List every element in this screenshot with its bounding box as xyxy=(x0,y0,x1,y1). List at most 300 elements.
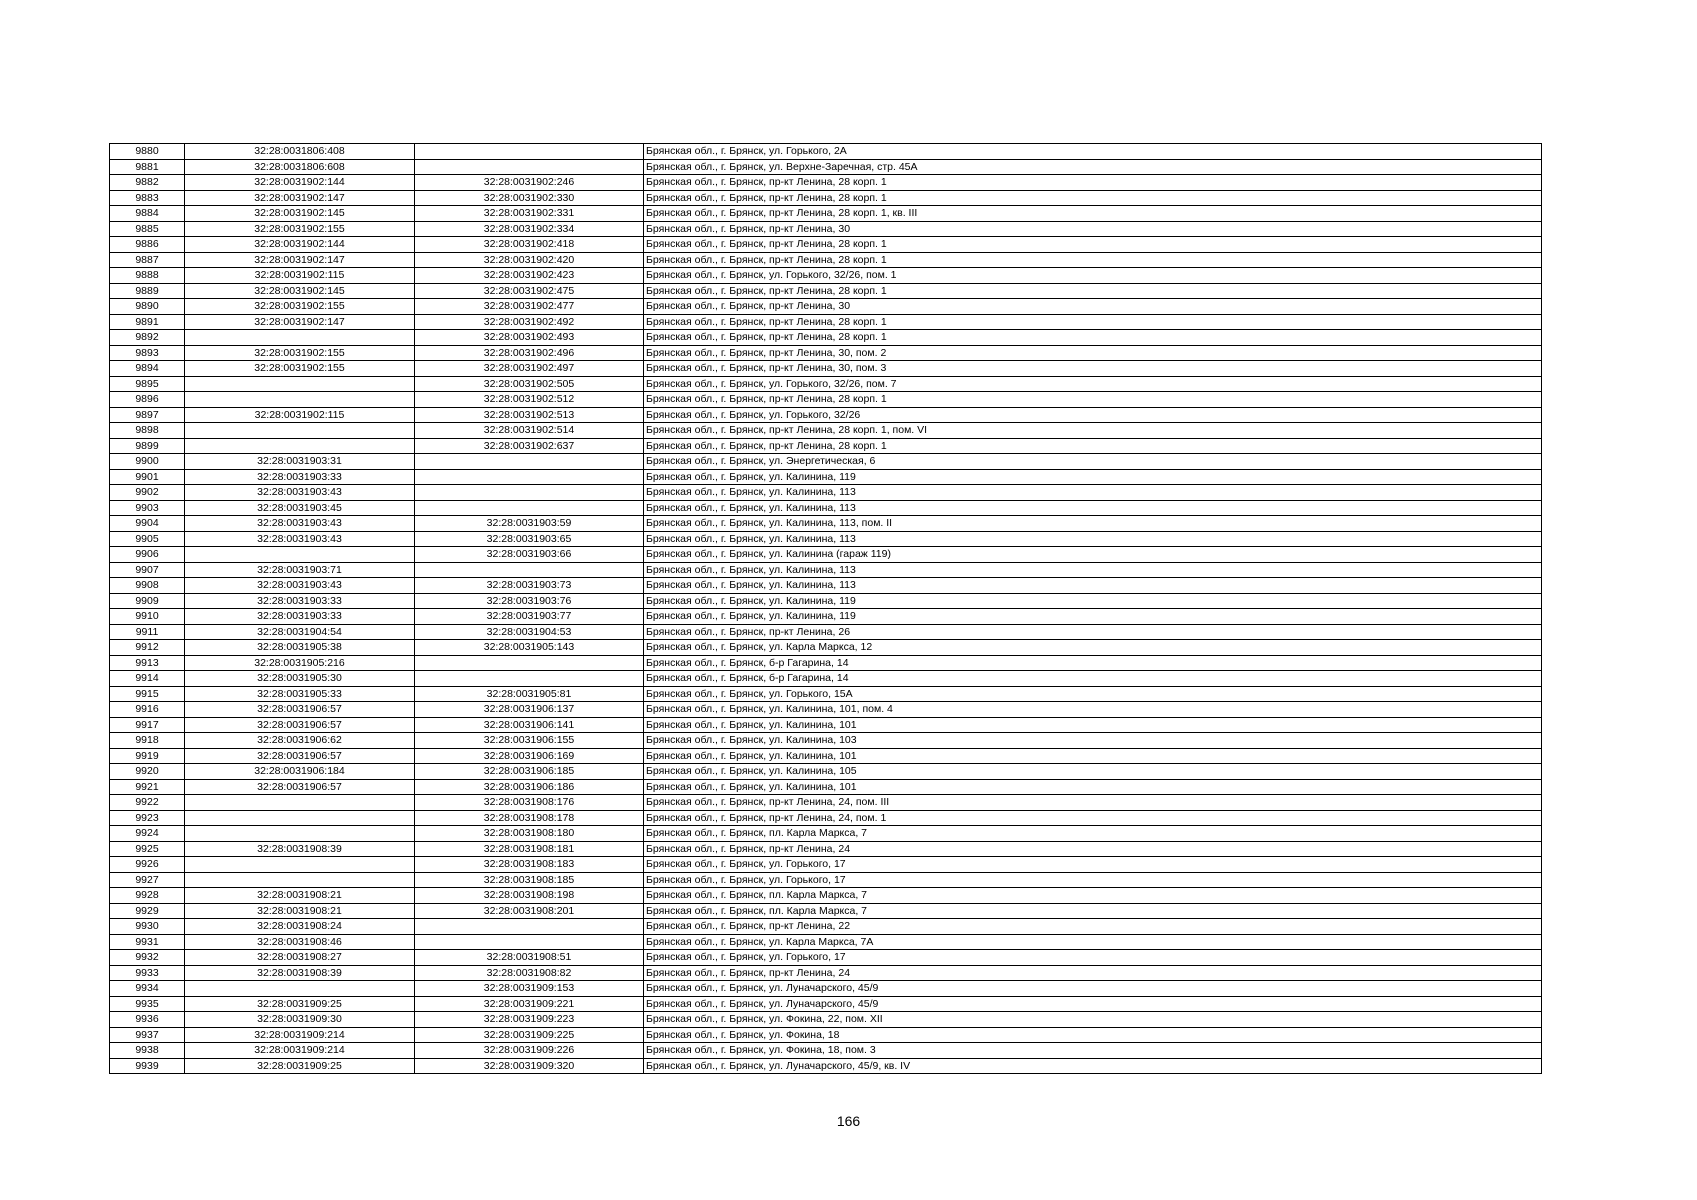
address-cell: Брянская обл., г. Брянск, ул. Калинина, 119 xyxy=(644,469,1542,485)
address-cell: Брянская обл., г. Брянск, пл. Карла Маркса, 7 xyxy=(644,826,1542,842)
table-row xyxy=(110,624,1542,640)
address-cell: Брянская обл., г. Брянск, ул. Калинина, 101 xyxy=(644,748,1542,764)
land-cadastral-number-cell: 32:28:0031906:62 xyxy=(185,733,415,749)
table-row xyxy=(110,578,1542,594)
object-cadastral-number-cell: 32:28:0031908:198 xyxy=(415,888,644,904)
row-number-cell: 9926 xyxy=(110,857,185,873)
address-cell: Брянская обл., г. Брянск, ул. Калинина, 101, пом. 4 xyxy=(644,702,1542,718)
land-cadastral-number-cell: 32:28:0031806:408 xyxy=(185,144,415,160)
table-row xyxy=(110,237,1542,253)
row-number-cell: 9934 xyxy=(110,981,185,997)
object-cadastral-number-cell: 32:28:0031908:181 xyxy=(415,841,644,857)
table-row xyxy=(110,872,1542,888)
object-cadastral-number-cell xyxy=(415,919,644,935)
row-number-cell: 9928 xyxy=(110,888,185,904)
land-cadastral-number-cell xyxy=(185,392,415,408)
row-number-cell: 9915 xyxy=(110,686,185,702)
object-cadastral-number-cell: 32:28:0031903:76 xyxy=(415,593,644,609)
row-number-cell: 9938 xyxy=(110,1043,185,1059)
table-row xyxy=(110,469,1542,485)
row-number-cell: 9894 xyxy=(110,361,185,377)
table-row xyxy=(110,1027,1542,1043)
row-number-cell: 9920 xyxy=(110,764,185,780)
row-number-cell: 9884 xyxy=(110,206,185,222)
object-cadastral-number-cell: 32:28:0031902:334 xyxy=(415,221,644,237)
object-cadastral-number-cell: 32:28:0031902:637 xyxy=(415,438,644,454)
row-number-cell: 9888 xyxy=(110,268,185,284)
land-cadastral-number-cell: 32:28:0031902:155 xyxy=(185,361,415,377)
table-row xyxy=(110,965,1542,981)
table-row xyxy=(110,996,1542,1012)
address-cell: Брянская обл., г. Брянск, ул. Горького, 32/26, пом. 1 xyxy=(644,268,1542,284)
land-cadastral-number-cell: 32:28:0031902:115 xyxy=(185,407,415,423)
object-cadastral-number-cell: 32:28:0031906:155 xyxy=(415,733,644,749)
row-number-cell: 9909 xyxy=(110,593,185,609)
object-cadastral-number-cell: 32:28:0031902:420 xyxy=(415,252,644,268)
land-cadastral-number-cell: 32:28:0031908:39 xyxy=(185,965,415,981)
row-number-cell: 9914 xyxy=(110,671,185,687)
address-cell: Брянская обл., г. Брянск, пр-кт Ленина, 28 корп. 1 xyxy=(644,175,1542,191)
row-number-cell: 9905 xyxy=(110,531,185,547)
table-row xyxy=(110,190,1542,206)
object-cadastral-number-cell xyxy=(415,934,644,950)
address-cell: Брянская обл., г. Брянск, ул. Калинина, 113 xyxy=(644,485,1542,501)
object-cadastral-number-cell: 32:28:0031902:513 xyxy=(415,407,644,423)
row-number-cell: 9908 xyxy=(110,578,185,594)
land-cadastral-number-cell: 32:28:0031908:46 xyxy=(185,934,415,950)
address-cell: Брянская обл., г. Брянск, пр-кт Ленина, 28 корп. 1 xyxy=(644,438,1542,454)
table-row xyxy=(110,361,1542,377)
row-number-cell: 9897 xyxy=(110,407,185,423)
object-cadastral-number-cell: 32:28:0031902:493 xyxy=(415,330,644,346)
table-row xyxy=(110,764,1542,780)
table-row xyxy=(110,392,1542,408)
address-cell: Брянская обл., г. Брянск, пл. Карла Маркса, 7 xyxy=(644,888,1542,904)
address-cell: Брянская обл., г. Брянск, пр-кт Ленина, 30, пом. 3 xyxy=(644,361,1542,377)
row-number-cell: 9900 xyxy=(110,454,185,470)
object-cadastral-number-cell: 32:28:0031904:53 xyxy=(415,624,644,640)
land-cadastral-number-cell: 32:28:0031905:216 xyxy=(185,655,415,671)
registry-table xyxy=(109,143,1542,1074)
land-cadastral-number-cell: 32:28:0031902:115 xyxy=(185,268,415,284)
row-number-cell: 9929 xyxy=(110,903,185,919)
table-row xyxy=(110,283,1542,299)
table-row xyxy=(110,857,1542,873)
page-number: 166 xyxy=(836,1113,861,1129)
land-cadastral-number-cell: 32:28:0031902:147 xyxy=(185,314,415,330)
object-cadastral-number-cell: 32:28:0031902:505 xyxy=(415,376,644,392)
object-cadastral-number-cell xyxy=(415,500,644,516)
object-cadastral-number-cell: 32:28:0031903:59 xyxy=(415,516,644,532)
row-number-cell: 9899 xyxy=(110,438,185,454)
row-number-cell: 9901 xyxy=(110,469,185,485)
address-cell: Брянская обл., г. Брянск, ул. Калинина (гараж 119) xyxy=(644,547,1542,563)
address-cell: Брянская обл., г. Брянск, ул. Энергетическая, 6 xyxy=(644,454,1542,470)
land-cadastral-number-cell xyxy=(185,330,415,346)
object-cadastral-number-cell: 32:28:0031909:225 xyxy=(415,1027,644,1043)
table-row xyxy=(110,981,1542,997)
table-row xyxy=(110,950,1542,966)
land-cadastral-number-cell: 32:28:0031905:30 xyxy=(185,671,415,687)
row-number-cell: 9913 xyxy=(110,655,185,671)
table-row xyxy=(110,268,1542,284)
table-row xyxy=(110,609,1542,625)
object-cadastral-number-cell: 32:28:0031905:81 xyxy=(415,686,644,702)
object-cadastral-number-cell: 32:28:0031902:423 xyxy=(415,268,644,284)
row-number-cell: 9881 xyxy=(110,159,185,175)
land-cadastral-number-cell: 32:28:0031903:71 xyxy=(185,562,415,578)
row-number-cell: 9886 xyxy=(110,237,185,253)
table-row xyxy=(110,221,1542,237)
object-cadastral-number-cell xyxy=(415,469,644,485)
table-row xyxy=(110,810,1542,826)
object-cadastral-number-cell: 32:28:0031902:418 xyxy=(415,237,644,253)
row-number-cell: 9906 xyxy=(110,547,185,563)
object-cadastral-number-cell xyxy=(415,485,644,501)
address-cell: Брянская обл., г. Брянск, пр-кт Ленина, 30, пом. 2 xyxy=(644,345,1542,361)
table-row xyxy=(110,531,1542,547)
table-row xyxy=(110,547,1542,563)
row-number-cell: 9918 xyxy=(110,733,185,749)
object-cadastral-number-cell: 32:28:0031909:223 xyxy=(415,1012,644,1028)
table-row xyxy=(110,500,1542,516)
table-row xyxy=(110,640,1542,656)
object-cadastral-number-cell xyxy=(415,454,644,470)
object-cadastral-number-cell: 32:28:0031909:221 xyxy=(415,996,644,1012)
object-cadastral-number-cell: 32:28:0031902:475 xyxy=(415,283,644,299)
address-cell: Брянская обл., г. Брянск, ул. Луначарского, 45/9, кв. IV xyxy=(644,1058,1542,1074)
row-number-cell: 9895 xyxy=(110,376,185,392)
land-cadastral-number-cell: 32:28:0031909:25 xyxy=(185,1058,415,1074)
land-cadastral-number-cell: 32:28:0031908:24 xyxy=(185,919,415,935)
table-row xyxy=(110,485,1542,501)
land-cadastral-number-cell xyxy=(185,547,415,563)
table-row xyxy=(110,345,1542,361)
object-cadastral-number-cell: 32:28:0031906:137 xyxy=(415,702,644,718)
address-cell: Брянская обл., г. Брянск, ул. Калинина, 119 xyxy=(644,609,1542,625)
land-cadastral-number-cell: 32:28:0031909:214 xyxy=(185,1043,415,1059)
land-cadastral-number-cell: 32:28:0031902:145 xyxy=(185,206,415,222)
row-number-cell: 9891 xyxy=(110,314,185,330)
registry-table-body xyxy=(110,144,1542,1074)
address-cell: Брянская обл., г. Брянск, пр-кт Ленина, 24, пом. III xyxy=(644,795,1542,811)
table-row xyxy=(110,314,1542,330)
table-row xyxy=(110,376,1542,392)
object-cadastral-number-cell: 32:28:0031902:492 xyxy=(415,314,644,330)
land-cadastral-number-cell: 32:28:0031806:608 xyxy=(185,159,415,175)
address-cell: Брянская обл., г. Брянск, б-р Гагарина, 14 xyxy=(644,655,1542,671)
table-row xyxy=(110,454,1542,470)
land-cadastral-number-cell: 32:28:0031903:43 xyxy=(185,485,415,501)
object-cadastral-number-cell: 32:28:0031906:169 xyxy=(415,748,644,764)
object-cadastral-number-cell: 32:28:0031902:497 xyxy=(415,361,644,377)
address-cell: Брянская обл., г. Брянск, пр-кт Ленина, 28 корп. 1 xyxy=(644,314,1542,330)
row-number-cell: 9916 xyxy=(110,702,185,718)
address-cell: Брянская обл., г. Брянск, пр-кт Ленина, 30 xyxy=(644,221,1542,237)
row-number-cell: 9922 xyxy=(110,795,185,811)
address-cell: Брянская обл., г. Брянск, ул. Горького, 17 xyxy=(644,857,1542,873)
address-cell: Брянская обл., г. Брянск, ул. Калинина, 101 xyxy=(644,779,1542,795)
object-cadastral-number-cell: 32:28:0031906:185 xyxy=(415,764,644,780)
row-number-cell: 9919 xyxy=(110,748,185,764)
object-cadastral-number-cell: 32:28:0031908:201 xyxy=(415,903,644,919)
object-cadastral-number-cell: 32:28:0031909:153 xyxy=(415,981,644,997)
object-cadastral-number-cell xyxy=(415,562,644,578)
object-cadastral-number-cell: 32:28:0031905:143 xyxy=(415,640,644,656)
table-row xyxy=(110,175,1542,191)
row-number-cell: 9927 xyxy=(110,872,185,888)
table-row xyxy=(110,206,1542,222)
row-number-cell: 9883 xyxy=(110,190,185,206)
object-cadastral-number-cell: 32:28:0031909:320 xyxy=(415,1058,644,1074)
object-cadastral-number-cell: 32:28:0031902:514 xyxy=(415,423,644,439)
table-row xyxy=(110,903,1542,919)
table-row xyxy=(110,826,1542,842)
object-cadastral-number-cell: 32:28:0031902:330 xyxy=(415,190,644,206)
land-cadastral-number-cell: 32:28:0031905:33 xyxy=(185,686,415,702)
table-row xyxy=(110,841,1542,857)
land-cadastral-number-cell xyxy=(185,981,415,997)
row-number-cell: 9896 xyxy=(110,392,185,408)
row-number-cell: 9911 xyxy=(110,624,185,640)
table-row xyxy=(110,438,1542,454)
land-cadastral-number-cell: 32:28:0031906:57 xyxy=(185,717,415,733)
table-row xyxy=(110,159,1542,175)
table-row xyxy=(110,423,1542,439)
land-cadastral-number-cell: 32:28:0031908:21 xyxy=(185,888,415,904)
row-number-cell: 9893 xyxy=(110,345,185,361)
address-cell: Брянская обл., г. Брянск, пл. Карла Маркса, 7 xyxy=(644,903,1542,919)
land-cadastral-number-cell: 32:28:0031903:31 xyxy=(185,454,415,470)
row-number-cell: 9907 xyxy=(110,562,185,578)
address-cell: Брянская обл., г. Брянск, пр-кт Ленина, 28 корп. 1 xyxy=(644,330,1542,346)
address-cell: Брянская обл., г. Брянск, пр-кт Ленина, 30 xyxy=(644,299,1542,315)
land-cadastral-number-cell xyxy=(185,857,415,873)
object-cadastral-number-cell: 32:28:0031908:185 xyxy=(415,872,644,888)
land-cadastral-number-cell: 32:28:0031902:155 xyxy=(185,221,415,237)
land-cadastral-number-cell: 32:28:0031908:21 xyxy=(185,903,415,919)
address-cell: Брянская обл., г. Брянск, ул. Калинина, 113 xyxy=(644,500,1542,516)
row-number-cell: 9931 xyxy=(110,934,185,950)
land-cadastral-number-cell xyxy=(185,438,415,454)
address-cell: Брянская обл., г. Брянск, ул. Калинина, 105 xyxy=(644,764,1542,780)
table-row xyxy=(110,934,1542,950)
table-row xyxy=(110,888,1542,904)
land-cadastral-number-cell xyxy=(185,826,415,842)
address-cell: Брянская обл., г. Брянск, ул. Калинина, 101 xyxy=(644,717,1542,733)
land-cadastral-number-cell: 32:28:0031903:33 xyxy=(185,593,415,609)
row-number-cell: 9912 xyxy=(110,640,185,656)
address-cell: Брянская обл., г. Брянск, ул. Калинина, 113 xyxy=(644,562,1542,578)
address-cell: Брянская обл., г. Брянск, ул. Калинина, 119 xyxy=(644,593,1542,609)
land-cadastral-number-cell: 32:28:0031903:43 xyxy=(185,531,415,547)
land-cadastral-number-cell: 32:28:0031902:144 xyxy=(185,175,415,191)
address-cell: Брянская обл., г. Брянск, ул. Карла Маркса, 12 xyxy=(644,640,1542,656)
address-cell: Брянская обл., г. Брянск, пр-кт Ленина, 28 корп. 1, кв. III xyxy=(644,206,1542,222)
address-cell: Брянская обл., г. Брянск, ул. Горького, 15А xyxy=(644,686,1542,702)
object-cadastral-number-cell: 32:28:0031908:82 xyxy=(415,965,644,981)
address-cell: Брянская обл., г. Брянск, пр-кт Ленина, 28 корп. 1 xyxy=(644,392,1542,408)
address-cell: Брянская обл., г. Брянск, пр-кт Ленина, 28 корп. 1 xyxy=(644,283,1542,299)
object-cadastral-number-cell: 32:28:0031909:226 xyxy=(415,1043,644,1059)
land-cadastral-number-cell: 32:28:0031903:45 xyxy=(185,500,415,516)
address-cell: Брянская обл., г. Брянск, пр-кт Ленина, 22 xyxy=(644,919,1542,935)
table-row xyxy=(110,733,1542,749)
land-cadastral-number-cell xyxy=(185,376,415,392)
row-number-cell: 9892 xyxy=(110,330,185,346)
row-number-cell: 9887 xyxy=(110,252,185,268)
table-row xyxy=(110,748,1542,764)
row-number-cell: 9898 xyxy=(110,423,185,439)
row-number-cell: 9939 xyxy=(110,1058,185,1074)
row-number-cell: 9890 xyxy=(110,299,185,315)
land-cadastral-number-cell: 32:28:0031908:27 xyxy=(185,950,415,966)
row-number-cell: 9932 xyxy=(110,950,185,966)
row-number-cell: 9921 xyxy=(110,779,185,795)
address-cell: Брянская обл., г. Брянск, ул. Фокина, 18 xyxy=(644,1027,1542,1043)
row-number-cell: 9882 xyxy=(110,175,185,191)
address-cell: Брянская обл., г. Брянск, пр-кт Ленина, 24, пом. 1 xyxy=(644,810,1542,826)
table-row xyxy=(110,516,1542,532)
land-cadastral-number-cell xyxy=(185,810,415,826)
object-cadastral-number-cell: 32:28:0031903:73 xyxy=(415,578,644,594)
table-row xyxy=(110,562,1542,578)
row-number-cell: 9924 xyxy=(110,826,185,842)
land-cadastral-number-cell: 32:28:0031906:57 xyxy=(185,748,415,764)
table-row xyxy=(110,1058,1542,1074)
object-cadastral-number-cell: 32:28:0031903:66 xyxy=(415,547,644,563)
object-cadastral-number-cell xyxy=(415,159,644,175)
object-cadastral-number-cell: 32:28:0031908:180 xyxy=(415,826,644,842)
object-cadastral-number-cell: 32:28:0031902:331 xyxy=(415,206,644,222)
land-cadastral-number-cell: 32:28:0031906:184 xyxy=(185,764,415,780)
address-cell: Брянская обл., г. Брянск, пр-кт Ленина, 28 корп. 1 xyxy=(644,190,1542,206)
address-cell: Брянская обл., г. Брянск, пр-кт Ленина, 28 корп. 1, пом. VI xyxy=(644,423,1542,439)
address-cell: Брянская обл., г. Брянск, ул. Калинина, 113, пом. II xyxy=(644,516,1542,532)
row-number-cell: 9910 xyxy=(110,609,185,625)
address-cell: Брянская обл., г. Брянск, ул. Калинина, 113 xyxy=(644,531,1542,547)
land-cadastral-number-cell: 32:28:0031903:33 xyxy=(185,609,415,625)
address-cell: Брянская обл., г. Брянск, пр-кт Ленина, 28 корп. 1 xyxy=(644,252,1542,268)
row-number-cell: 9923 xyxy=(110,810,185,826)
object-cadastral-number-cell: 32:28:0031903:77 xyxy=(415,609,644,625)
object-cadastral-number-cell: 32:28:0031902:496 xyxy=(415,345,644,361)
address-cell: Брянская обл., г. Брянск, пр-кт Ленина, 24 xyxy=(644,965,1542,981)
address-cell: Брянская обл., г. Брянск, ул. Верхне-Заречная, стр. 45А xyxy=(644,159,1542,175)
row-number-cell: 9936 xyxy=(110,1012,185,1028)
row-number-cell: 9904 xyxy=(110,516,185,532)
row-number-cell: 9903 xyxy=(110,500,185,516)
address-cell: Брянская обл., г. Брянск, ул. Горького, 17 xyxy=(644,950,1542,966)
object-cadastral-number-cell: 32:28:0031902:512 xyxy=(415,392,644,408)
table-row xyxy=(110,299,1542,315)
land-cadastral-number-cell xyxy=(185,423,415,439)
land-cadastral-number-cell: 32:28:0031902:144 xyxy=(185,237,415,253)
land-cadastral-number-cell: 32:28:0031903:33 xyxy=(185,469,415,485)
address-cell: Брянская обл., г. Брянск, ул. Луначарского, 45/9 xyxy=(644,996,1542,1012)
table-row xyxy=(110,795,1542,811)
address-cell: Брянская обл., г. Брянск, ул. Калинина, 113 xyxy=(644,578,1542,594)
object-cadastral-number-cell xyxy=(415,144,644,160)
address-cell: Брянская обл., г. Брянск, ул. Горького, 32/26 xyxy=(644,407,1542,423)
table-row xyxy=(110,702,1542,718)
table-row xyxy=(110,593,1542,609)
row-number-cell: 9925 xyxy=(110,841,185,857)
row-number-cell: 9885 xyxy=(110,221,185,237)
object-cadastral-number-cell xyxy=(415,655,644,671)
table-row xyxy=(110,252,1542,268)
land-cadastral-number-cell: 32:28:0031909:25 xyxy=(185,996,415,1012)
land-cadastral-number-cell: 32:28:0031902:155 xyxy=(185,345,415,361)
object-cadastral-number-cell: 32:28:0031906:186 xyxy=(415,779,644,795)
land-cadastral-number-cell: 32:28:0031909:214 xyxy=(185,1027,415,1043)
land-cadastral-number-cell xyxy=(185,872,415,888)
land-cadastral-number-cell: 32:28:0031908:39 xyxy=(185,841,415,857)
address-cell: Брянская обл., г. Брянск, б-р Гагарина, 14 xyxy=(644,671,1542,687)
row-number-cell: 9933 xyxy=(110,965,185,981)
object-cadastral-number-cell: 32:28:0031908:183 xyxy=(415,857,644,873)
table-row xyxy=(110,779,1542,795)
row-number-cell: 9917 xyxy=(110,717,185,733)
table-row xyxy=(110,686,1542,702)
object-cadastral-number-cell: 32:28:0031908:51 xyxy=(415,950,644,966)
address-cell: Брянская обл., г. Брянск, ул. Луначарского, 45/9 xyxy=(644,981,1542,997)
row-number-cell: 9937 xyxy=(110,1027,185,1043)
land-cadastral-number-cell: 32:28:0031904:54 xyxy=(185,624,415,640)
table-row xyxy=(110,144,1542,160)
land-cadastral-number-cell: 32:28:0031903:43 xyxy=(185,578,415,594)
land-cadastral-number-cell: 32:28:0031902:147 xyxy=(185,190,415,206)
land-cadastral-number-cell: 32:28:0031906:57 xyxy=(185,702,415,718)
object-cadastral-number-cell: 32:28:0031902:246 xyxy=(415,175,644,191)
address-cell: Брянская обл., г. Брянск, ул. Горького, 17 xyxy=(644,872,1542,888)
table-row xyxy=(110,1012,1542,1028)
land-cadastral-number-cell: 32:28:0031902:145 xyxy=(185,283,415,299)
table-row xyxy=(110,919,1542,935)
address-cell: Брянская обл., г. Брянск, ул. Фокина, 22, пом. XII xyxy=(644,1012,1542,1028)
row-number-cell: 9889 xyxy=(110,283,185,299)
table-row xyxy=(110,655,1542,671)
row-number-cell: 9930 xyxy=(110,919,185,935)
table-row xyxy=(110,717,1542,733)
row-number-cell: 9902 xyxy=(110,485,185,501)
address-cell: Брянская обл., г. Брянск, ул. Горького, 32/26, пом. 7 xyxy=(644,376,1542,392)
table-row xyxy=(110,1043,1542,1059)
address-cell: Брянская обл., г. Брянск, пр-кт Ленина, 26 xyxy=(644,624,1542,640)
object-cadastral-number-cell: 32:28:0031908:176 xyxy=(415,795,644,811)
table-row xyxy=(110,330,1542,346)
table-row xyxy=(110,671,1542,687)
object-cadastral-number-cell: 32:28:0031906:141 xyxy=(415,717,644,733)
land-cadastral-number-cell: 32:28:0031902:155 xyxy=(185,299,415,315)
land-cadastral-number-cell: 32:28:0031905:38 xyxy=(185,640,415,656)
object-cadastral-number-cell: 32:28:0031902:477 xyxy=(415,299,644,315)
row-number-cell: 9935 xyxy=(110,996,185,1012)
land-cadastral-number-cell xyxy=(185,795,415,811)
land-cadastral-number-cell: 32:28:0031902:147 xyxy=(185,252,415,268)
table-row xyxy=(110,407,1542,423)
address-cell: Брянская обл., г. Брянск, ул. Фокина, 18, пом. 3 xyxy=(644,1043,1542,1059)
address-cell: Брянская обл., г. Брянск, ул. Горького, 2А xyxy=(644,144,1542,160)
object-cadastral-number-cell xyxy=(415,671,644,687)
land-cadastral-number-cell: 32:28:0031909:30 xyxy=(185,1012,415,1028)
land-cadastral-number-cell: 32:28:0031903:43 xyxy=(185,516,415,532)
row-number-cell: 9880 xyxy=(110,144,185,160)
address-cell: Брянская обл., г. Брянск, ул. Калинина, 103 xyxy=(644,733,1542,749)
address-cell: Брянская обл., г. Брянск, пр-кт Ленина, 24 xyxy=(644,841,1542,857)
address-cell: Брянская обл., г. Брянск, пр-кт Ленина, 28 корп. 1 xyxy=(644,237,1542,253)
object-cadastral-number-cell: 32:28:0031903:65 xyxy=(415,531,644,547)
